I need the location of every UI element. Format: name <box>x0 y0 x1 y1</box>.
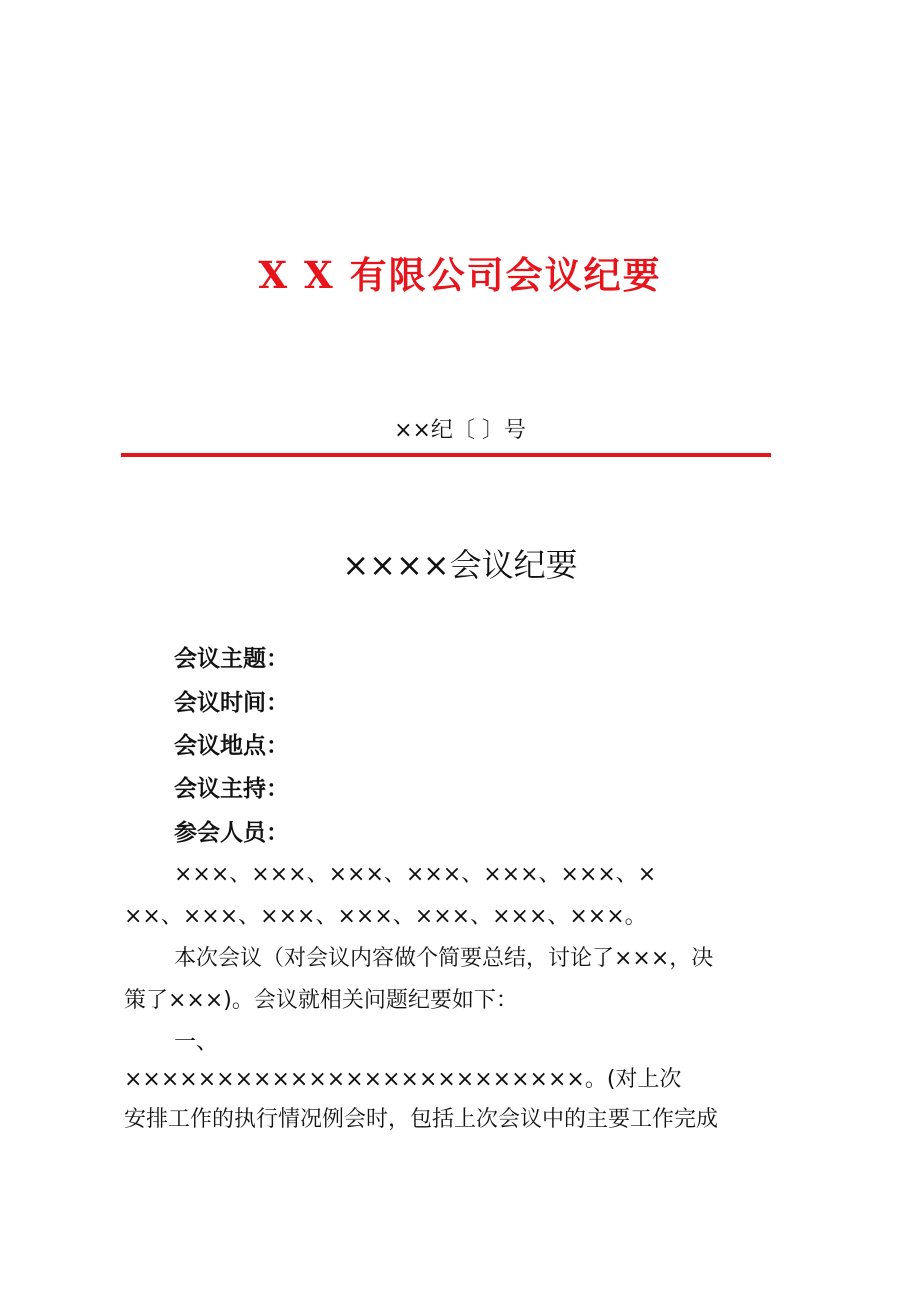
item-one-line-2: 安排工作的执行情况例会时，包括上次会议中的主要工作完成 <box>124 1107 719 1132</box>
red-separator-line <box>121 453 771 457</box>
attendees-list-line-1: ×××、×××、×××、×××、×××、×××、× <box>174 862 657 887</box>
document-number: ××纪〔 〕号 <box>394 418 526 443</box>
meeting-topic-label: 会议主题： <box>174 646 289 672</box>
item-one-label: 一、 <box>174 1030 219 1055</box>
item-one-line-1: ×××××××××××××××××××××××××。(对上次 <box>124 1067 682 1092</box>
meeting-location-label: 会议地点： <box>174 733 289 759</box>
meeting-time-label: 会议时间： <box>174 690 289 716</box>
company-title: X X 有限公司会议纪要 <box>258 253 662 297</box>
summary-line-1: 本次会议（对会议内容做个简要总结，讨论了×××，决 <box>174 946 714 971</box>
attendees-label: 参会人员： <box>174 820 289 846</box>
attendees-list-line-2: ××、×××、×××、×××、×××、×××、×××。 <box>124 904 647 929</box>
summary-line-2: 策了×××)。会议就相关问题纪要如下： <box>124 988 518 1013</box>
minutes-title: ××××会议纪要 <box>342 546 578 584</box>
meeting-host-label: 会议主持： <box>174 776 289 802</box>
